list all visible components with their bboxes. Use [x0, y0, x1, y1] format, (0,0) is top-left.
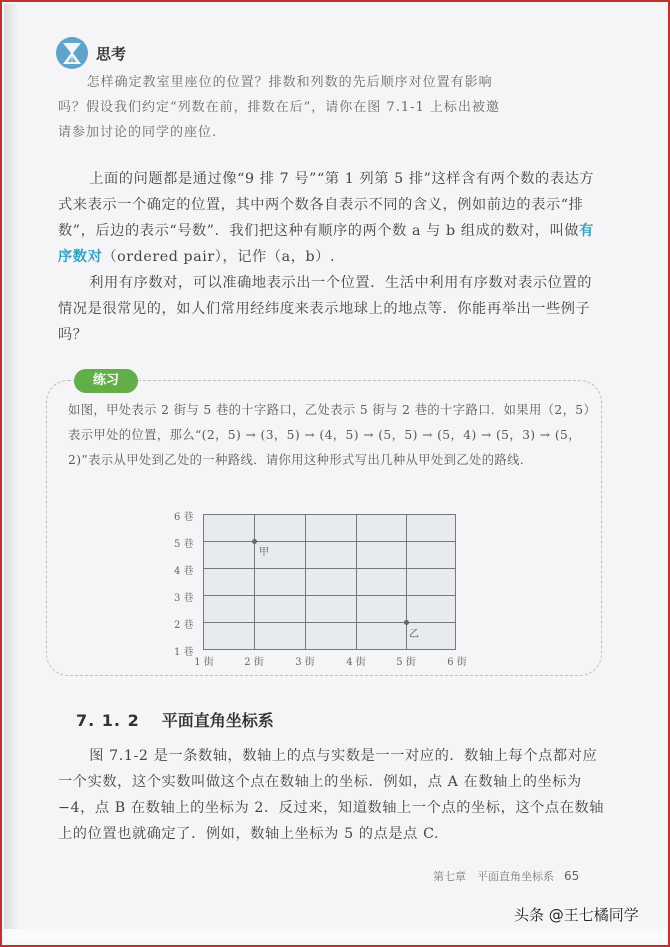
grid-hline: [204, 568, 455, 569]
chapter-title: 第七章 平面直角坐标系: [433, 870, 554, 883]
thinking-person-icon: [56, 37, 88, 69]
x-label-3: 3 街: [295, 657, 315, 668]
ordered-pair-term: 有序数对: [58, 223, 594, 265]
point-yi-label: 乙: [409, 629, 419, 640]
x-label-5: 5 街: [396, 657, 416, 668]
think-header: [56, 37, 126, 69]
grid-hline: [204, 622, 455, 623]
x-label-4: 4 街: [346, 657, 366, 668]
think-question: [58, 70, 582, 145]
grid-hline: [204, 595, 455, 596]
section-title: 平面直角坐标系: [161, 711, 274, 730]
street-grid: [203, 514, 456, 650]
think-line-3: 请参加讨论的同学的座位.: [58, 125, 218, 140]
y-label-2: 2 巷: [174, 620, 194, 631]
point-jia-marker: [252, 539, 257, 544]
street-grid-figure: [170, 505, 470, 675]
exercise-tag: 练习: [74, 369, 138, 393]
think-line-2: 吗？假设我们约定“列数在前，排数在后”，请你在图 7.1-1 上标出被邀: [58, 100, 500, 115]
page-binding-shadow: [4, 4, 18, 931]
x-label-2: 2 街: [244, 657, 264, 668]
exercise-text: 如图，甲处表示 2 街与 5 巷的十字路口，乙处表示 5 街与 2 巷的十字路口．如果用（2，5）表示甲处的位置，那么“(2，5) → (3，5) → (4，5) → (5，5) → (5，4) → (5，3) → (5，2)”表示从甲处到乙处的一种路线．请你用这种形式写出几种从甲处到乙处的路线.: [68, 403, 597, 467]
grid-hline: [204, 541, 455, 542]
number-line-paragraph: 图 7.1-2 是一条数轴，数轴上的点与实数是一一对应的．数轴上每个点都对应一个实数，这个实数叫做这个点在数轴上的坐标．例如，点 A 在数轴上的坐标为−4，点 B 在数轴上的坐标为 2．反过来，知道数轴上一个点的坐标，这个点在数轴上的位置也就确定了．例如，数轴上坐标为 5 的点是点 C.: [58, 748, 605, 842]
y-label-5: 5 巷: [174, 539, 194, 550]
y-label-6: 6 巷: [174, 512, 194, 523]
y-label-1: 1 巷: [174, 647, 194, 658]
y-label-4: 4 巷: [174, 566, 194, 577]
ordered-pair-notation: （ordered pair），记作（a，b）.: [102, 249, 336, 265]
point-jia-label: 甲: [259, 547, 269, 558]
page-footer: [433, 868, 579, 884]
grid-vline: [254, 515, 255, 649]
page-bottom-edge: [4, 929, 666, 943]
x-label-6: 6 街: [447, 657, 467, 668]
section-heading: [76, 708, 274, 731]
page-number: 65: [564, 869, 580, 883]
think-line-1: 怎样确定教室里座位的位置？排数和列数的先后顺序对位置有影响: [86, 75, 493, 90]
ordered-pair-text: 上面的问题都是通过像“9 排 7 号”“第 1 列第 5 排”这样含有两个数的表达方式来表示一个确定的位置，其中两个数各自表示不同的含义，例如前边的表示“排数”，后边的表示“号数”．我们把这种有顺序的两个数 a 与 b 组成的数对，叫做: [58, 171, 595, 239]
ordered-pair-paragraph: [58, 166, 606, 270]
grid-vline: [356, 515, 357, 649]
section-number: 7. 1. 2: [76, 711, 140, 730]
y-label-3: 3 巷: [174, 593, 194, 604]
grid-vline: [406, 515, 407, 649]
watermark: 头条 @王七橘同学: [514, 906, 639, 924]
x-label-1: 1 街: [194, 657, 214, 668]
think-title: 思考: [96, 44, 127, 63]
usage-paragraph: 利用有序数对，可以准确地表示出一个位置．生活中利用有序数对表示位置的情况是很常见的，如人们常用经纬度来表示地球上的地点等．你能再举出一些例子吗？: [58, 275, 593, 343]
grid-vline: [305, 515, 306, 649]
